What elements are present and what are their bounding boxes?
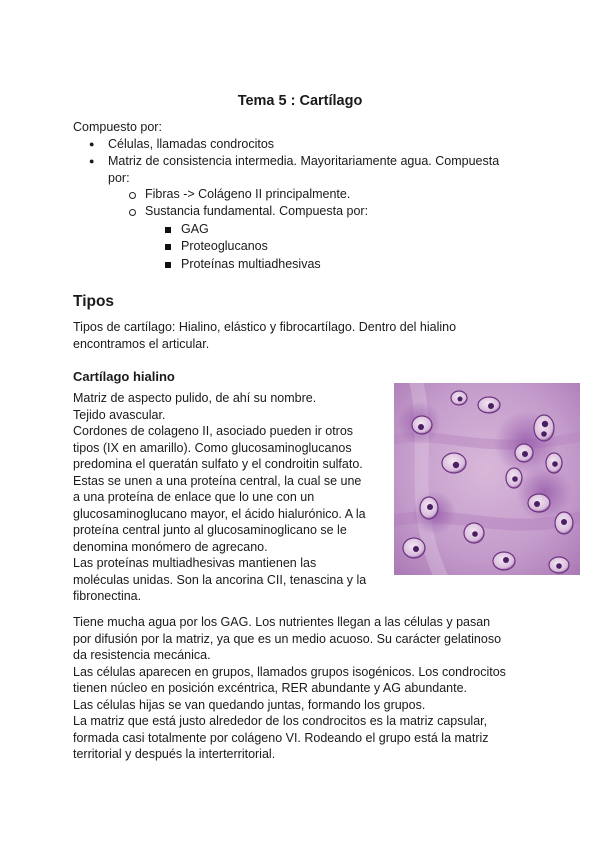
text-line: a una proteína de enlace que lo une con un <box>73 490 315 504</box>
text-line: proteína central junto al glucosaminoglicano se le <box>73 523 347 537</box>
square-bullet <box>165 262 171 268</box>
section-heading-hialino: Cartílago hialino <box>73 369 175 384</box>
text-line: Las células hijas se van quedando juntas, formando los grupos. <box>73 697 426 712</box>
text-line: La matriz que está justo alrededor de los condrocitos es la matriz capsular, <box>73 714 488 728</box>
list-item-line: Matriz de consistencia intermedia. Mayoritariamente agua. Compuesta <box>108 154 500 168</box>
paragraph-line: Tipos de cartílago: Hialino, elástico y fibrocartílago. Dentro del hialino <box>73 320 457 334</box>
hialino-narrow-text <box>73 390 366 605</box>
text-line: Tejido avascular. <box>73 407 166 422</box>
text-line: formada casi totalmente por colágeno VI. Rodeando el grupo está la matriz <box>73 730 489 745</box>
tipos-paragraph <box>73 319 456 352</box>
text-line: tienen núcleo en posición excéntrica, RER abundante y AG abundante. <box>73 681 468 695</box>
page-title: Tema 5 : Cartílago <box>237 93 363 109</box>
text-line: tipos (IX en amarillo). Como glucosaminoglucanos <box>73 440 352 455</box>
hyaline-cartilage-micrograph <box>394 383 580 575</box>
text-line: Las células aparecen en grupos, llamados grupos isogénicos. Los condrocitos <box>73 664 506 679</box>
text-line: moléculas unidas. Son la ancorina CII, tenascina y la <box>73 572 367 587</box>
sub-sub-list-item: GAG <box>181 222 209 236</box>
sub-list-item: Fibras -> Colágeno II principalmente. <box>145 187 351 201</box>
text-line: fibronectina. <box>73 589 142 603</box>
sub-sub-list-item: Proteínas multiadhesivas <box>181 257 321 271</box>
section-heading-tipos: Tipos <box>73 293 115 310</box>
text-line: Matriz de aspecto pulido, de ahí su nombre. <box>73 391 317 405</box>
bullet-dot: ● <box>89 139 95 149</box>
text-line: glucosaminoglucano mayor, el ácido hialurónico. A la <box>73 506 366 521</box>
list-item: Células, llamadas condrocitos <box>108 137 275 151</box>
circle-bullet <box>129 209 136 216</box>
square-bullet <box>165 227 171 233</box>
hialino-full-text <box>73 614 506 763</box>
sub-list-item: Sustancia fundamental. Compuesta por: <box>145 204 369 218</box>
list-item-line: por: <box>108 170 130 185</box>
text-line: da resistencia mecánica. <box>73 648 211 662</box>
bullet-dot: ● <box>89 156 95 166</box>
text-line: por difusión por la matriz, ya que es un medio acuoso. Su carácter gelatinoso <box>73 631 502 646</box>
list-item <box>108 153 499 186</box>
text-line: Cordones de colageno II, asociado pueden ir otros <box>73 424 354 438</box>
sub-sub-list-item: Proteoglucanos <box>181 239 268 253</box>
text-line: denomina monómero de agrecano. <box>73 539 268 554</box>
text-line: Tiene mucha agua por los GAG. Los nutrientes llegan a las células y pasan <box>73 615 491 629</box>
text-line: predomina el queratán sulfato y el condroitin sulfato. <box>73 457 363 471</box>
square-bullet <box>165 244 171 250</box>
circle-bullet <box>129 192 136 199</box>
intro-lead: Compuesto por: <box>73 120 162 134</box>
paragraph-line: encontramos el articular. <box>73 336 210 351</box>
text-line: Las proteínas multiadhesivas mantienen las <box>73 556 317 570</box>
text-line: Estas se unen a una proteína central, la cual se une <box>73 473 362 488</box>
text-line: territorial y después la interterritorial. <box>73 747 276 761</box>
